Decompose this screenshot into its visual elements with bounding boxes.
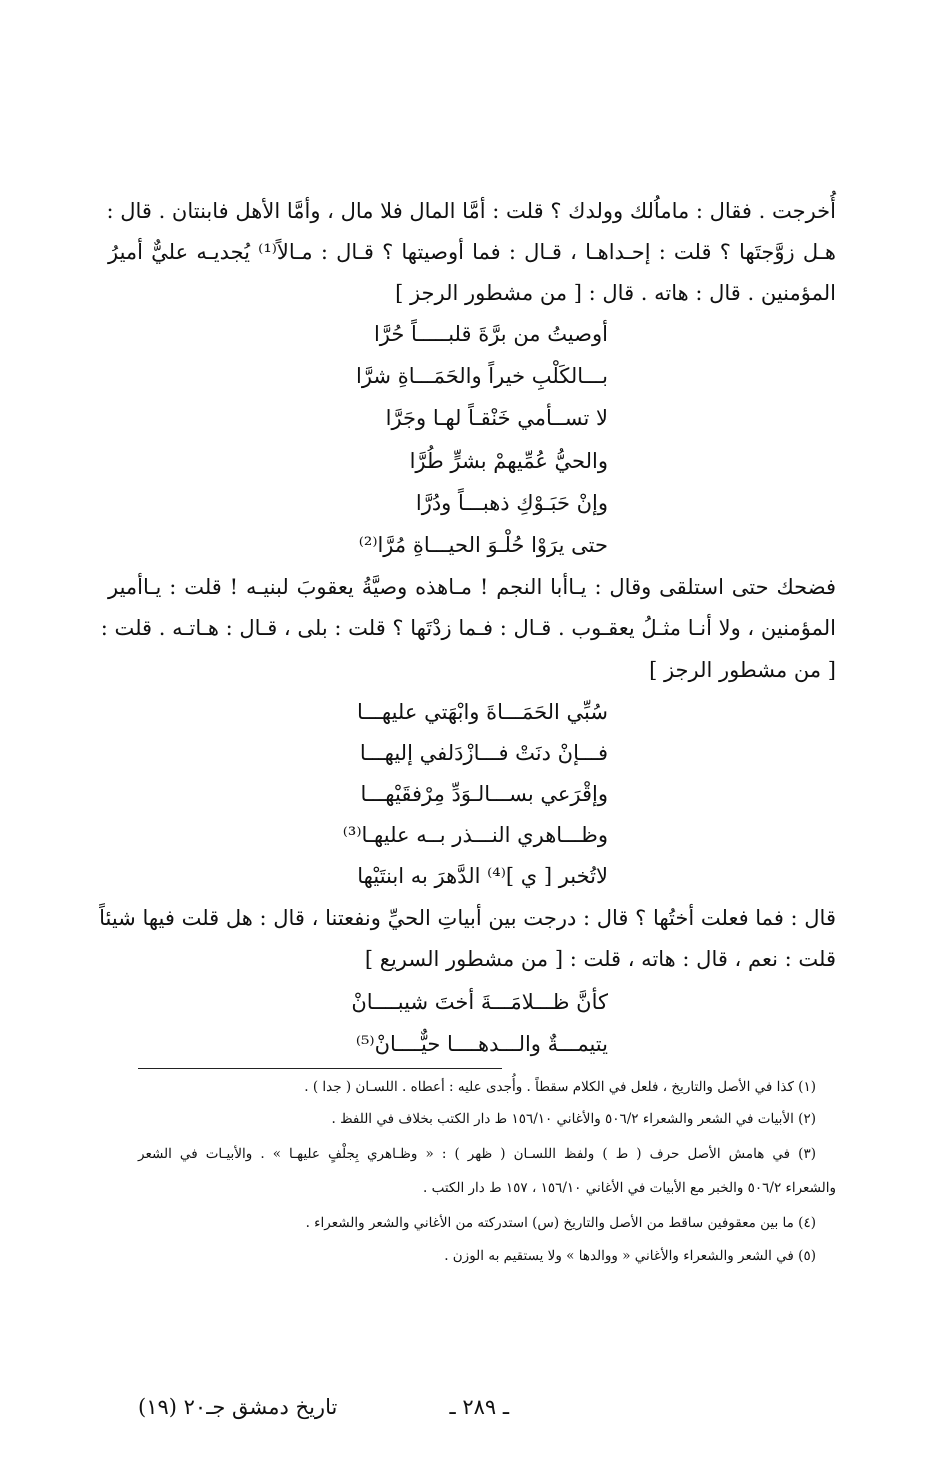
body-line-3: المؤمنين . قال : هاته . قال : [ من مشطور الرجز ]: [395, 281, 836, 305]
verse-line: وإنْ حَبَـوْكِ ذهبـــاً ودُرَّا: [415, 491, 608, 515]
verse-line: وإقْرَعي بســـالـوَدِّ مِرْفقَيْهـــا: [360, 782, 608, 806]
footnote-1: (١) كذا في الأصل والتاريخ ، فلعل في الكلام سقطاً . وأُجدى عليه : أعطاه . اللسـان ( جدا ) .: [304, 1079, 816, 1095]
verse-line: فـــإنْ دنَتْ فـــازْدَلفي إليهـــا: [359, 741, 608, 765]
body-line-8: قلت : نعم ، قال : هاته ، قلت : [ من مشطور السريع ]: [364, 947, 836, 971]
verse-line: لاتُخبر [ ي ]⁽⁴⁾ الدَّهرَ به ابنتَيْها: [357, 864, 608, 888]
footnote-4: (٤) ما بين معقوفين ساقط من الأصل والتاريخ (س) استدركته من الأغاني والشعر والشعراء .: [305, 1215, 816, 1231]
body-line-6: [ من مشطور الرجز ]: [649, 658, 836, 682]
verse-line: أوصيتُ من برَّةَ قلبـــــاً حُرَّا: [373, 322, 608, 346]
verse-line: حتى يرَوْا حُلْـوَ الحيـــاةِ مُرَّا⁽²⁾: [358, 533, 608, 557]
verse-line: لا تســأمي خَنْقـاً لهـا وجَرَّا: [385, 406, 608, 430]
body-line-1: أُخرجت . فقال : ماماُلك وولدك ؟ قلت : أمَّا المال فلا مال ، وأمَّا الأهل فابنتان . قال :: [106, 199, 836, 223]
verse-line: والحيُّ عُمِّيهمْ بشرٍّ طُرَّا: [409, 449, 608, 473]
footnote-2: (٢) الأبيات في الشعر والشعراء ٥٠٦/٢ والأغاني ١٥٦/١٠ ط دار الكتب بخلاف في اللفظ .: [331, 1111, 816, 1127]
footnote-divider: [138, 1068, 502, 1069]
book-reference: تاريخ دمشق جـ٢٠ (١٩): [138, 1395, 338, 1419]
footnote-3: (٣) في هامش الأصل حرف ( ط ) ولفظ اللسـان ( ظهر ) : « وظـاهري بِجلْفٍ عليهـا » . والأبيـات في الشعر: [138, 1146, 816, 1162]
verse-line: وظـــاهري النـــذر بــه عليهـا⁽³⁾: [342, 823, 608, 847]
footnote-5: (٥) في الشعر والشعراء والأغاني « ووالدها » ولا يستقيم به الوزن .: [444, 1248, 816, 1264]
body-line-4: فضحك حتى استلقى وقال : يـاأبا النجم ! مـاهذه وصيَّةُ يعقوبَ لبنيـه ! قلت : يـاأمير: [108, 575, 836, 599]
page-number: ـ ٢٨٩ ـ: [449, 1395, 509, 1419]
verse-line: سُبِّي الحَمَـــاةَ وابْهَتي عليهـــا: [357, 700, 608, 724]
verse-line: كأنَّ ظـــلامَـــةَ أختَ شيبــــانْ: [351, 990, 608, 1014]
footnote-3-cont: والشعراء ٥٠٦/٢ والخبر مع الأبيات في الأغاني ١٥٦/١٠ ، ١٥٧ ط دار الكتب .: [423, 1180, 836, 1196]
verse-line: يتيمـــةٌ والـــدهــــا حيٌّــــانْ⁽⁵⁾: [355, 1032, 608, 1056]
body-line-2: هـل زوَّجتَها ؟ قلت : إحـداهـا ، قـال : فما أوصيتها ؟ قـال : مـالاً⁽¹⁾ يُجديـه عليٌّ أميرُ: [108, 240, 836, 264]
body-line-5: المؤمنين ، ولا أنـا مثـلُ يعقـوب . قـال : فـما زدْتَها ؟ قلت : بلى ، قـال : هـاتـه . قلت :: [100, 616, 836, 640]
verse-line: بـــالكَلْبِ خيراً والحَمَـــاةِ شرَّا: [356, 364, 608, 388]
body-line-7: قال : فما فعلت أختُها ؟ قال : درجت بين أبياتِ الحيِّ ونفعتنا ، قال : هل قلت فيها شيئاً: [99, 906, 836, 930]
